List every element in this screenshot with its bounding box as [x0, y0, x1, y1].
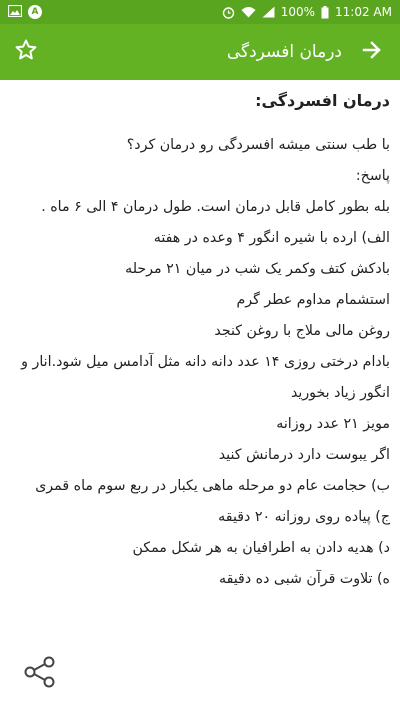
battery-icon	[321, 6, 329, 19]
wifi-icon	[241, 6, 256, 18]
article-line: ج) پیاده روی روزانه ۲۰ دقیقه	[218, 509, 390, 525]
article-line: استشمام مداوم عطر گرم	[236, 292, 390, 308]
article-line: د) هدیه دادن به اطرافیان به هر شکل ممکن	[132, 540, 390, 556]
article-heading: درمان افسردگی:	[255, 91, 390, 110]
status-left	[8, 5, 42, 20]
share-button[interactable]	[20, 654, 60, 694]
article-line: با طب سنتی میشه افسردگی رو درمان کرد؟	[126, 137, 390, 153]
article-line: روغن مالی ملاج با روغن کنجد	[214, 323, 390, 339]
article-line: بله بطور کامل قابل درمان است. طول درمان ۴ الی ۶ ماه .	[41, 199, 390, 215]
article-line: مویز ۲۱ عدد روزانه	[276, 416, 390, 432]
star-outline-icon	[14, 38, 38, 66]
article-line: بادکش کتف وکمر یک شب در میان ۲۱ مرحله	[125, 261, 390, 277]
article-line: بادام درختی روزی ۱۴ عدد دانه دانه مثل آدامس میل شود.انار و	[21, 354, 390, 370]
gallery-notification-icon	[8, 5, 22, 20]
article-line: پاسخ:	[355, 168, 390, 184]
article-content	[0, 80, 400, 640]
back-button[interactable]	[352, 32, 392, 72]
status-time: 11:02 AM	[335, 5, 392, 19]
article-line: اگر یبوست دارد درمانش کنید	[218, 447, 390, 463]
favorite-button[interactable]	[6, 32, 46, 72]
signal-icon	[262, 6, 275, 18]
app-notification-icon: A	[28, 5, 42, 19]
article-line: ه) تلاوت قرآن شبی ده دقیقه	[218, 571, 390, 587]
status-bar	[0, 0, 400, 24]
status-right	[222, 5, 392, 19]
page-title: درمان افسردگی	[226, 42, 342, 62]
battery-percent: 100%	[280, 5, 316, 19]
article-line: ب) حجامت عام دو مرحله ماهی یکبار در ربع سوم ماه قمری	[35, 478, 390, 494]
share-icon	[23, 655, 57, 693]
app-bar	[0, 24, 400, 80]
alarm-icon	[222, 6, 235, 19]
article-line: الف) ارده با شیره انگور ۴ وعده در هفته	[153, 230, 390, 246]
article-line: انگور زیاد بخورید	[290, 385, 390, 401]
arrow-right-icon	[361, 39, 383, 65]
